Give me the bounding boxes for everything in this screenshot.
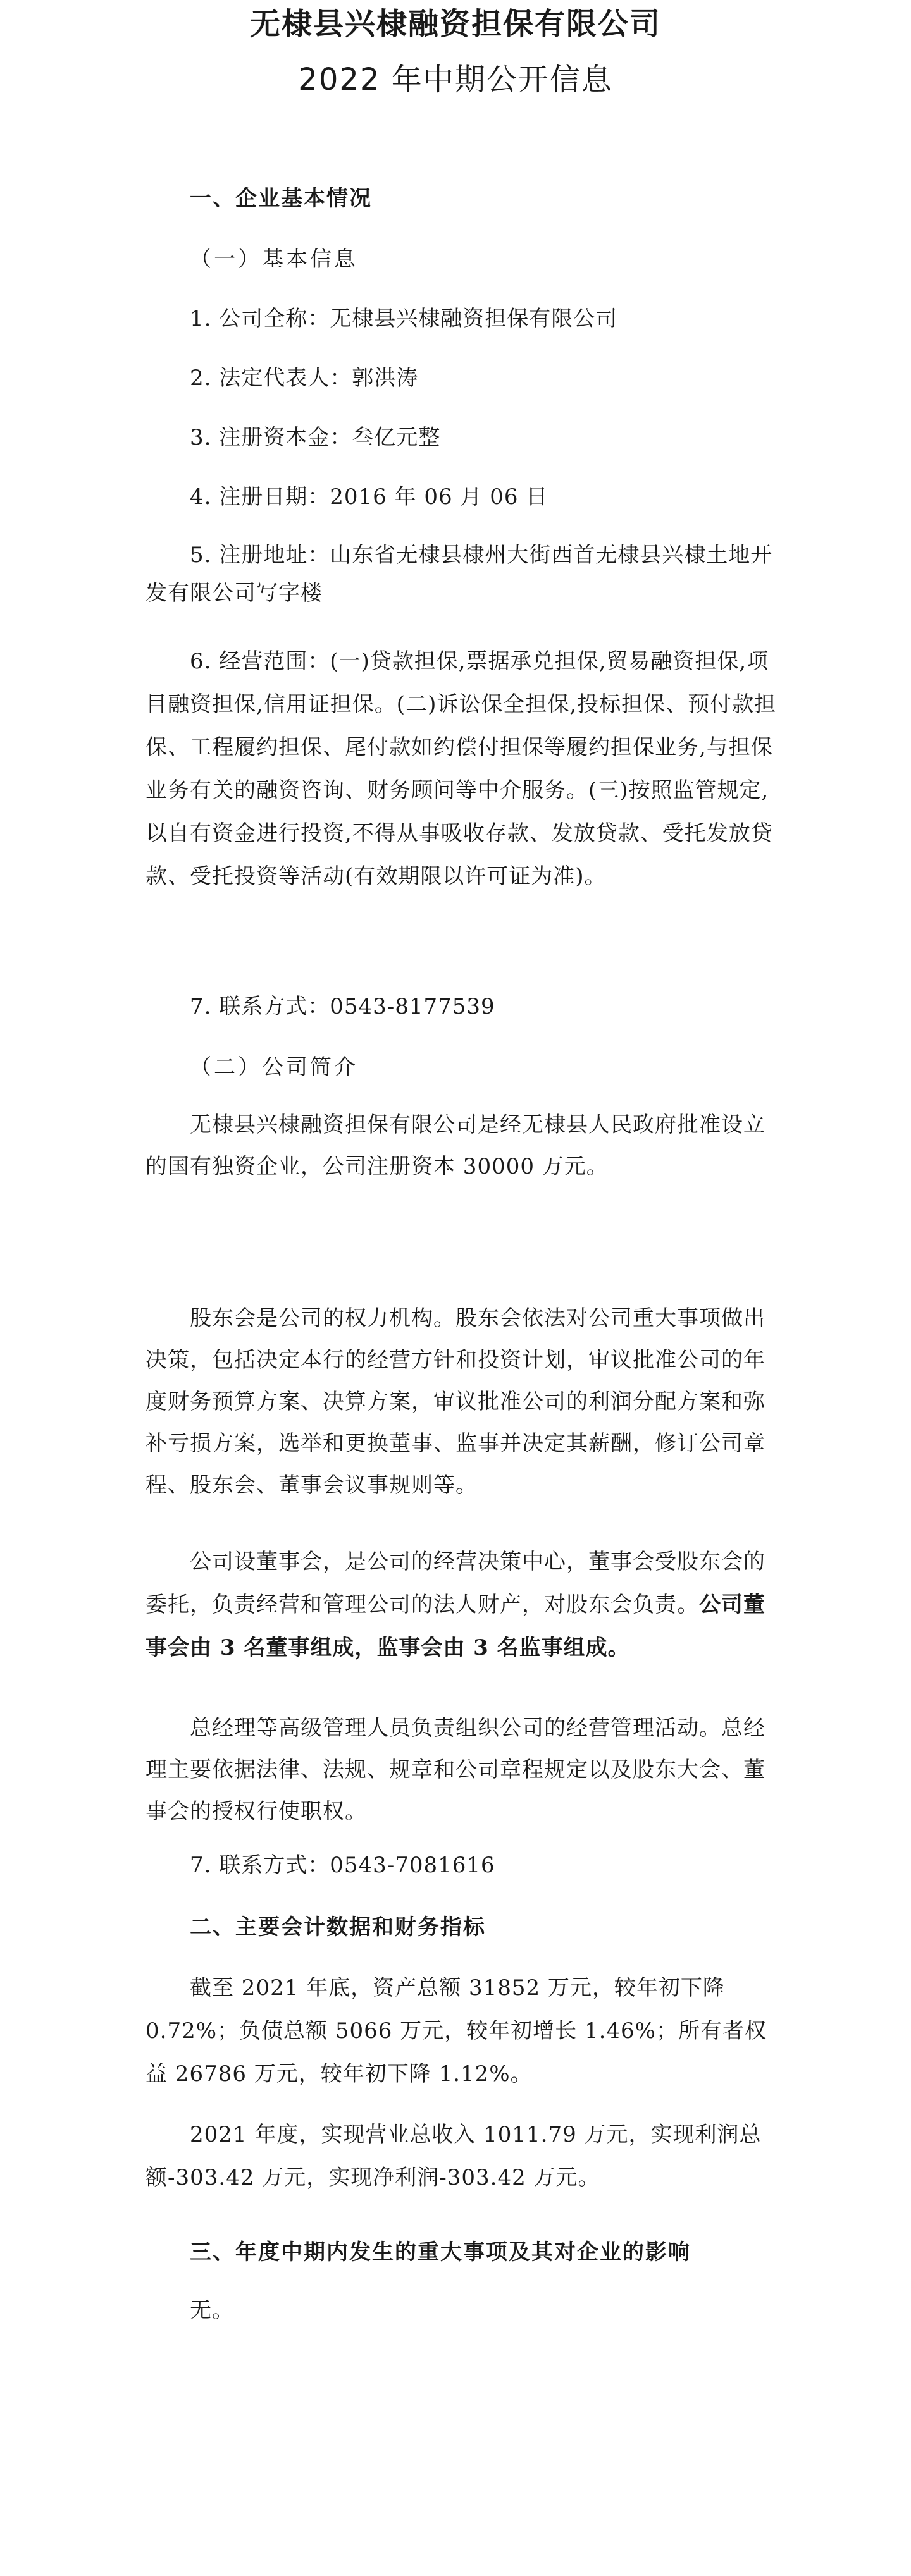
board-paragraph — [146, 1540, 778, 1669]
board-text: 公司设董事会，是公司的经营决策中心，董事会受股东会的委托，负责经营和管理公司的法人财产，对股东会负责。 — [146, 1549, 765, 1617]
registered-capital: 3. 注册资本金：叁亿元整 — [190, 425, 441, 450]
company-full-name: 1. 公司全称：无棣县兴棣融资担保有限公司 — [190, 306, 618, 331]
shareholders-meeting-paragraph: 股东会是公司的权力机构。股东会依法对公司重大事项做出决策，包括决定本行的经营方针和投资计划，审议批准公司的年度财务预算方案、决算方案，审议批准公司的利润分配方案和弥补亏损方案，选举和更换董事、监事并决定其薪酬，修订公司章程、股东会、董事会议事规则等。 — [146, 1306, 765, 1498]
section2-heading: 二、主要会计数据和财务指标 — [190, 1915, 486, 1940]
contact-phone-2: 7. 联系方式：0543-7081616 — [190, 1853, 495, 1878]
registered-address: 5. 注册地址：山东省无棣县棣州大街西首无棣县兴棣土地开发有限公司写字楼 — [146, 543, 773, 606]
legal-representative: 2. 法定代表人：郭洪涛 — [190, 365, 419, 391]
document-subtitle: 2022 年中期公开信息 — [298, 62, 613, 97]
section1-heading: 一、企业基本情况 — [190, 186, 372, 211]
registration-date: 4. 注册日期：2016 年 06 月 06 日 — [190, 484, 548, 510]
company-intro: 无棣县兴棣融资担保有限公司是经无棣县人民政府批准设立的国有独资企业，公司注册资本 30000 万元。 — [146, 1112, 765, 1179]
section3-heading: 三、年度中期内发生的重大事项及其对企业的影响 — [190, 2240, 691, 2265]
section3-content: 无。 — [190, 2298, 234, 2323]
subsection2-heading: （二）公司简介 — [190, 1055, 358, 1080]
subsection1-heading: （一）基本信息 — [190, 247, 358, 272]
board-composition-text: 公司董事会由 3 名董事组成，监事会由 3 名监事组成。 — [146, 1592, 765, 1660]
contact-phone-1: 7. 联系方式：0543-8177539 — [190, 994, 495, 1019]
general-manager-paragraph: 总经理等高级管理人员负责组织公司的经营管理活动。总经理主要依据法律、法规、规章和公司章程规定以及股东大会、董事会的授权行使职权。 — [146, 1715, 765, 1824]
document-title: 无棣县兴棣融资担保有限公司 — [249, 6, 661, 42]
financial-summary-paragraph: 截至 2021 年底，资产总额 31852 万元，较年初下降 0.72%；负债总额 5066 万元，较年初增长 1.46%；所有者权益 26786 万元，较年初下降 1.12%。 — [146, 1975, 767, 2087]
business-scope: 6. 经营范围：(一)贷款担保,票据承兑担保,贸易融资担保,项目融资担保,信用证担保。(二)诉讼保全担保,投标担保、预付款担保、工程履约担保、尾付款如约偿付担保等履约担保业务,与担保业务有关的融资咨询、财务顾问等中介服务。(三)按照监管规定,以自有资金进行投资,不得从事吸收存款、发放贷款、受托发放贷款、受托投资等活动(有效期限以许可证为准)。 — [146, 649, 777, 889]
income-summary-paragraph: 2021 年度，实现营业总收入 1011.79 万元，实现利润总额-303.42 万元，实现净利润-303.42 万元。 — [146, 2122, 762, 2190]
